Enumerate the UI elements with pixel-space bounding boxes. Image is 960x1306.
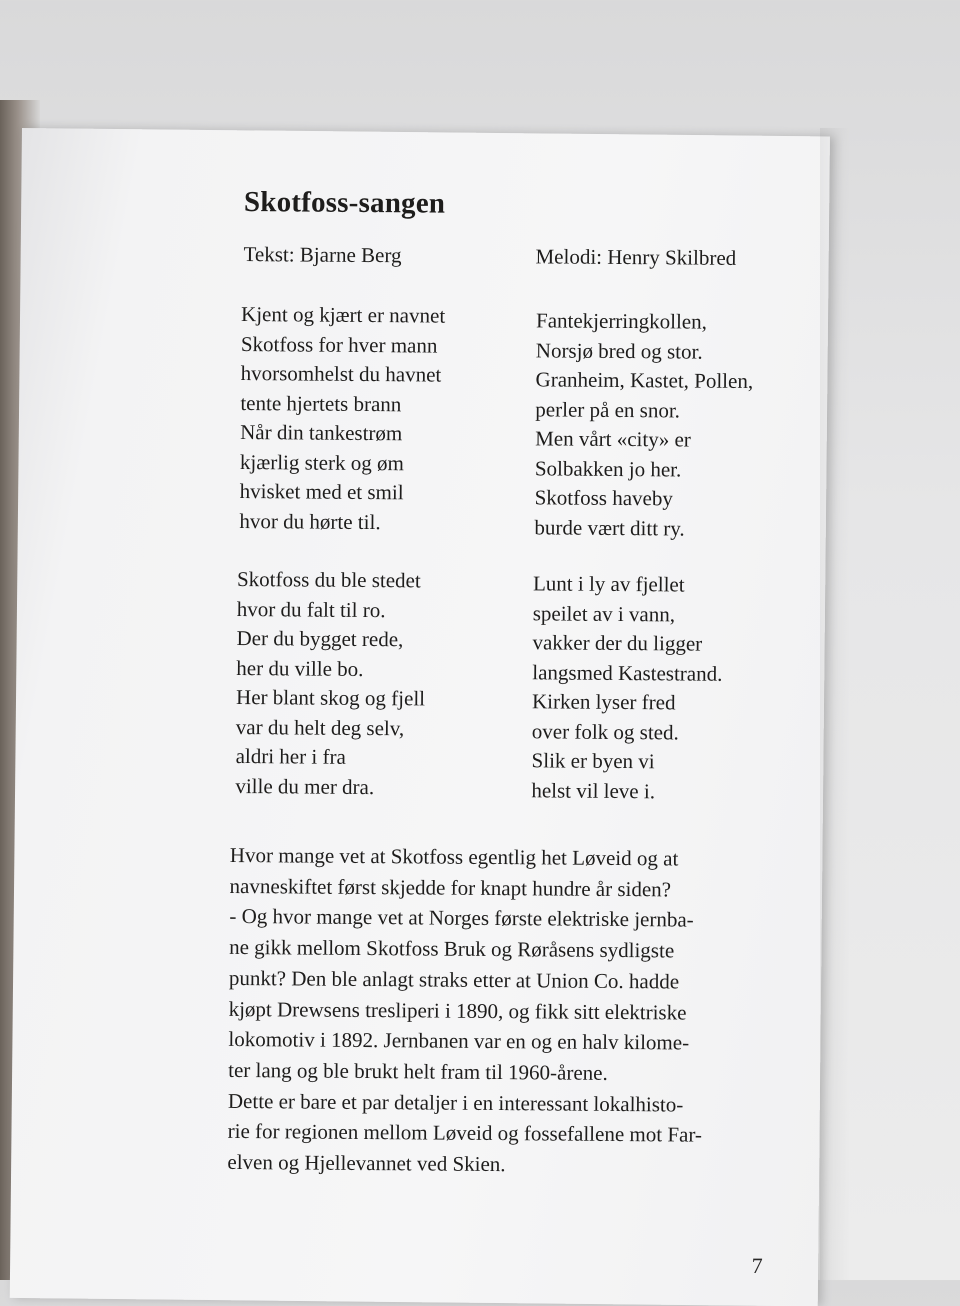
verse-line: speilet av i vann, <box>532 600 676 626</box>
stanza-2 <box>534 306 753 544</box>
verse-line: over folk og sted. <box>531 718 679 744</box>
verse-line: Der du bygget rede, <box>236 625 404 652</box>
verse-line: Lunt i ly av fjellet <box>532 571 685 597</box>
prose-paragraph <box>227 840 770 1182</box>
verse-line: burde vært ditt ry. <box>534 514 685 541</box>
prose-line: elven og Hjellevannet ved Skien. <box>227 1149 506 1177</box>
verse-line: Skotfoss for hver mann <box>240 331 438 358</box>
verse-line: langsmed Kastestrand. <box>532 659 723 686</box>
verse-line: ville du mer dra. <box>235 773 375 799</box>
verse-line: Skotfoss du ble stedet <box>236 566 421 593</box>
verse-line: tente hjertets brann <box>240 390 402 416</box>
prose-line: - Og hvor mange vet at Norges første elektriske jernba- <box>229 904 694 932</box>
verse-line: helst vil leve i. <box>531 777 656 803</box>
verse-line: hvor du falt til ro. <box>236 596 386 622</box>
verse-line: Fantekjerringkollen, <box>535 308 708 334</box>
verse-line: Solbakken jo her. <box>534 455 682 481</box>
verse-line: perler på en snor. <box>535 396 681 422</box>
verse-line: Men vårt «city» er <box>535 426 691 452</box>
prose-line: kjøpt Drewsens tresliperi i 1890, og fikk sitt elektriske <box>228 996 687 1025</box>
verse-line: Norsjø bred og stor. <box>535 337 703 364</box>
prose-line: Dette er bare et par detaljer i en interessant lokalhisto- <box>227 1088 684 1117</box>
verse-line: hvor du hørte til. <box>239 508 381 534</box>
verse-line: Når din tankestrøm <box>240 420 403 446</box>
verse-line: kjærlig sterk og øm <box>239 449 404 475</box>
verse-line: Kirken lyser fred <box>531 689 676 715</box>
prose-line: punkt? Den ble anlagt straks etter at Union Co. hadde <box>228 965 680 994</box>
prose-line: ne gikk mellom Skotfoss Bruk og Røråsens sydligste <box>229 935 675 963</box>
page-number: 7 <box>751 1253 763 1279</box>
melody-credit: Melodi: Henry Skilbred <box>535 244 737 270</box>
verse-line: aldri her i fra <box>235 743 346 769</box>
verse-line: hvisket med et smil <box>239 479 404 505</box>
stanza-1 <box>239 300 445 538</box>
verse-line: Skotfoss haveby <box>534 485 674 511</box>
prose-line: navneskiftet først skjedde for knapt hundre år siden? <box>229 873 672 902</box>
prose-line: ter lang og ble brukt helt fram til 1960-årene. <box>228 1057 608 1085</box>
lyrics-credit: Tekst: Bjarne Berg <box>243 242 402 268</box>
verse-line: Slik er byen vi <box>531 748 655 774</box>
prose-line: Hvor mange vet at Skotfoss egentlig het Løveid og at <box>229 842 679 871</box>
verse-line: hvorsomhelst du havnet <box>240 361 442 387</box>
verse-line: vakker der du ligger <box>532 630 703 656</box>
verse-line: Kjent og kjært er navnet <box>241 302 446 328</box>
verse-line: Her blant skog og fjell <box>236 684 426 711</box>
verse-line: var du helt deg selv, <box>235 714 405 740</box>
song-title: Skotfoss-sangen <box>243 186 446 220</box>
verse-line: Granheim, Kastet, Pollen, <box>535 367 754 394</box>
verse-line: her du ville bo. <box>236 655 364 681</box>
prose-line: rie for regionen mellom Løveid og fossefallene mot Far- <box>227 1119 703 1147</box>
stanza-4 <box>531 569 723 806</box>
prose-line: lokomotiv i 1892. Jernbanen var en og en halv kilome- <box>228 1027 690 1055</box>
stanza-3 <box>235 565 426 802</box>
